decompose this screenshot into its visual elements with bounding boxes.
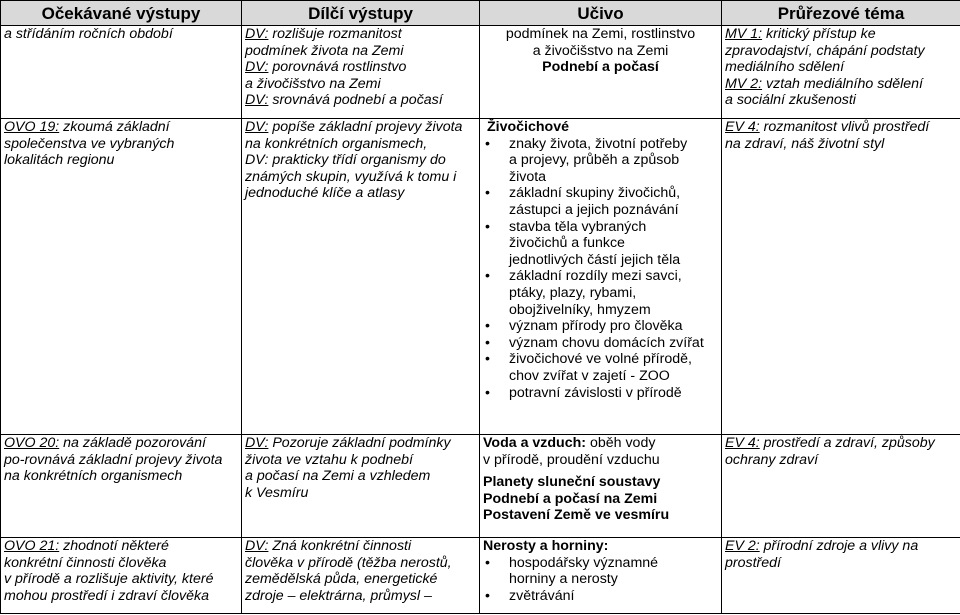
dv-prefix: DV:: [245, 26, 269, 42]
cell-line: zpravodajství, chápání podstaty: [725, 42, 925, 59]
table-row: [1, 26, 960, 119]
theme-code: MV 2:: [725, 75, 763, 92]
bullet-icon: •: [485, 135, 490, 152]
cell-line: DV: prakticky třídí organismy do: [245, 152, 446, 169]
cell-line: mediálního sdělení: [725, 59, 845, 76]
row2-curriculum: [480, 119, 722, 435]
row4-expected: [1, 538, 242, 614]
cell-line: na konkrétních organismech: [4, 468, 183, 485]
ovo-code: OVO 21:: [4, 538, 60, 554]
cell-line: srovnává podnebí a počasí: [268, 92, 443, 109]
bullet-item-continuation: živočichů a funkce: [509, 235, 625, 252]
curriculum-heading: Planety sluneční soustavy: [483, 474, 661, 491]
theme-code: EV 4:: [725, 435, 760, 451]
curriculum-heading: Podnebí a počasí na Zemi: [483, 490, 658, 507]
cell-line: a živočišstvo na Zemi: [245, 75, 381, 92]
cell-line: života ve vztahu k podnebí: [245, 451, 413, 468]
cell-line: na základě pozorování: [59, 435, 206, 451]
bullet-icon: •: [485, 351, 490, 368]
curriculum-heading: Podnebí a počasí: [542, 59, 659, 76]
curriculum-heading: Voda a vzduch:: [483, 435, 587, 451]
bullet-item: • význam chovu domácích zvířat: [485, 334, 704, 351]
cell-line: zemědělská půda, energetické: [245, 571, 438, 588]
bullet-item: • znaky života, životní potřeby: [485, 135, 688, 152]
cell-line: podmínek života na Zemi: [245, 42, 404, 59]
bullet-item-continuation: chov zvířat v zajetí - ZOO: [509, 367, 670, 384]
bullet-item: • živočichové ve volné přírodě,: [485, 351, 692, 368]
ovo-code: OVO 20:: [4, 435, 60, 451]
cell-line: mohou prostředí i zdraví člověka: [4, 587, 210, 604]
bullet-list: [483, 555, 718, 605]
bullet-icon: •: [485, 334, 490, 351]
bullet-item: • význam přírody pro člověka: [485, 318, 683, 335]
cell-line: Pozoruje základní podmínky: [268, 435, 451, 451]
cell-line: zhodnotí některé: [59, 538, 169, 554]
cell-line: po-rovnává základní projevy života: [4, 451, 223, 468]
bullet-item-continuation: zástupci a jejich poznávání: [509, 201, 679, 218]
cell-line: známých skupin, využívá k tomu i: [245, 168, 457, 185]
row2-partial: [242, 119, 480, 435]
bullet-item-continuation: ptáky, plazy, rybami,: [509, 284, 637, 301]
theme-code: EV 2:: [725, 538, 760, 554]
cell-line: popíše základní projevy života: [268, 119, 463, 135]
cell-line: společenstva ve vybraných: [4, 135, 175, 152]
cell-line: k Vesmíru: [245, 484, 309, 501]
cell-line: kritický přístup ke: [762, 26, 876, 42]
cell-line: v přírodě a rozlišuje aktivity, které: [4, 571, 214, 588]
cell-line: na zdraví, náš životní styl: [725, 135, 885, 152]
bullet-item-continuation: života: [509, 168, 547, 185]
bullet-item: • stavba těla vybraných: [485, 218, 647, 235]
cell-line: a sociální zkušenosti: [725, 92, 856, 109]
dv-prefix: DV:: [245, 538, 269, 554]
curriculum-heading: Nerosty a horniny:: [483, 538, 609, 554]
cell-line: v přírodě, proudění vzduchu: [483, 451, 660, 468]
bullet-icon: •: [485, 554, 490, 571]
row3-expected: [1, 435, 242, 538]
bullet-list: [483, 136, 718, 402]
curriculum-heading: Postavení Země ve vesmíru: [483, 507, 670, 524]
cell-line: konkrétní činnosti člověka: [4, 554, 167, 571]
cell-line: jednoduché klíče a atlasy: [245, 185, 405, 202]
theme-code: EV 4:: [725, 119, 760, 135]
row1-partial: [242, 26, 480, 119]
bullet-icon: •: [485, 185, 490, 202]
dv-prefix: DV:: [245, 119, 269, 135]
dv-prefix: DV:: [245, 59, 269, 76]
cell-line: prostředí: [725, 554, 781, 571]
row1-curriculum: [480, 26, 722, 119]
header-row: [1, 1, 960, 26]
bullet-item-continuation: jednotlivých částí jejich těla: [509, 251, 681, 268]
cell-line: a střídáním ročních období: [4, 26, 173, 42]
bullet-item-continuation: obojživelníky, hmyzem: [509, 301, 651, 318]
cell-line: lokalitách regionu: [4, 152, 115, 169]
cell-line: rozmanitost vlivů prostředí: [759, 119, 930, 135]
header-cross-curricular-theme: Průřezové téma: [722, 1, 960, 26]
row1-expected: [1, 26, 242, 119]
row4-curriculum: [480, 538, 722, 614]
bullet-icon: •: [485, 384, 490, 401]
cell-line: na konkrétních organismech,: [245, 135, 428, 152]
cell-line: ochrany zdraví: [725, 451, 819, 468]
cell-line: a živočišstvo na Zemi: [532, 42, 669, 59]
theme-code: MV 1:: [725, 26, 763, 42]
cell-line: vztah mediálního sdělení: [762, 75, 923, 92]
bullet-item: • základní rozdíly mezi savci,: [485, 268, 682, 285]
row4-theme: [722, 538, 960, 614]
bullet-icon: •: [485, 268, 490, 285]
cell-line: podmínek na Zemi, rostlinstvo: [505, 26, 696, 42]
table-row: [1, 435, 960, 538]
header-partial-outcomes: Dílčí výstupy: [242, 1, 480, 26]
header-expected-outcomes: Očekávané výstupy: [1, 1, 242, 26]
table-row: [1, 119, 960, 435]
bullet-item-continuation: a projevy, průběh a způsob: [509, 152, 680, 169]
row2-expected: [1, 119, 242, 435]
bullet-item: • zvětrávání: [485, 587, 575, 604]
bullet-icon: •: [485, 587, 490, 604]
row3-curriculum: [480, 435, 722, 538]
row3-theme: [722, 435, 960, 538]
dv-prefix: DV:: [245, 435, 269, 451]
dv-prefix: DV:: [245, 92, 269, 109]
bullet-item: • potravní závislosti v přírodě: [485, 384, 682, 401]
cell-line: porovnává rostlinstvo: [268, 59, 407, 76]
bullet-item: • hospodářsky významné: [485, 554, 659, 571]
cell-line: prostředí a zdraví, způsoby: [759, 435, 935, 451]
cell-line: a počasí na Zemi a vzhledem: [245, 468, 431, 485]
curriculum-heading: Živočichové: [487, 119, 570, 135]
cell-line: zdroje – elektrárna, průmysl –: [245, 587, 432, 604]
row3-partial: [242, 435, 480, 538]
bullet-item-continuation: horniny a nerosty: [509, 571, 618, 588]
cell-line: člověka v přírodě (těžba nerostů,: [245, 554, 452, 571]
bullet-item: • základní skupiny živočichů,: [485, 185, 681, 202]
cell-line: zkoumá základní: [59, 119, 170, 135]
cell-line: přírodní zdroje a vlivy na: [759, 538, 919, 554]
cell-line: rozlišuje rozmanitost: [268, 26, 402, 42]
row1-theme: [722, 26, 960, 119]
cell-line: Zná konkrétní činnosti: [268, 538, 412, 554]
ovo-code: OVO 19:: [4, 119, 60, 135]
bullet-icon: •: [485, 318, 490, 335]
table-row: [1, 538, 960, 614]
header-curriculum: Učivo: [480, 1, 722, 26]
row4-partial: [242, 538, 480, 614]
cell-line: oběh vody: [586, 435, 656, 451]
bullet-icon: •: [485, 218, 490, 235]
row2-theme: [722, 119, 960, 435]
